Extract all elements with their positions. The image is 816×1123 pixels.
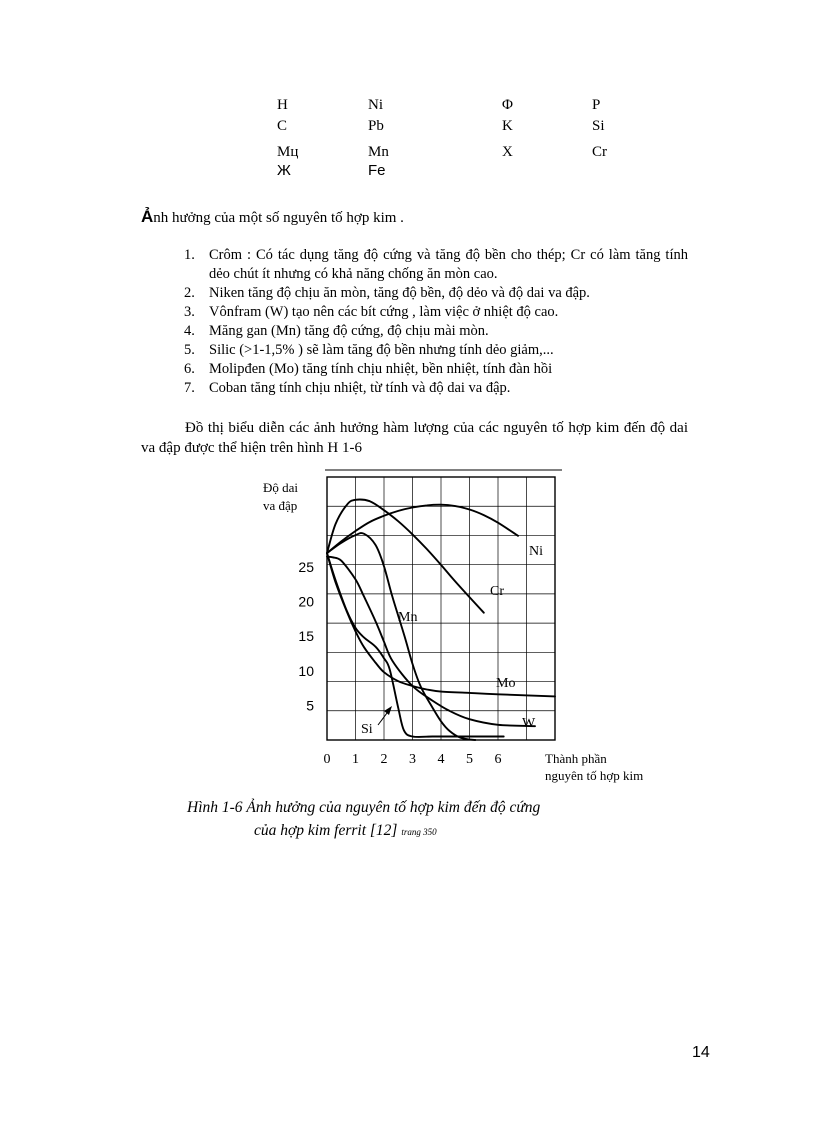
y-tick-labels — [298, 559, 314, 713]
caption-reference: trang 350 — [401, 827, 437, 837]
curve-label-si: Si — [361, 722, 373, 737]
list-item — [184, 379, 688, 398]
x-tick-label: 6 — [494, 752, 502, 767]
symbol-cell: Si — [592, 118, 605, 134]
y-tick-label: 15 — [298, 628, 314, 645]
x-tick-label: 0 — [323, 752, 331, 767]
curve-label-w: W — [522, 716, 536, 731]
impact-toughness-chart — [230, 462, 690, 792]
list-number: 4. — [184, 323, 195, 339]
x-tick-label: 3 — [409, 752, 416, 767]
list-item — [184, 360, 688, 379]
property-list — [184, 246, 688, 398]
y-axis-label-line1: Độ dai — [263, 480, 299, 495]
symbol-cell: Mn — [368, 144, 389, 160]
figure-caption-line1: Hình 1-6 Ảnh hưởng của nguyên tố hợp kim đến độ cứng — [187, 799, 541, 816]
page-number: 14 — [692, 1044, 710, 1061]
symbol-cell: K — [502, 118, 513, 134]
x-axis-label-line1: Thành phần — [545, 751, 607, 766]
heading-text: nh hưởng của một số nguyên tố hợp kim . — [153, 210, 404, 226]
curve-label-ni: Ni — [529, 544, 543, 559]
x-tick-label: 5 — [466, 752, 473, 767]
list-item — [184, 246, 688, 284]
symbol-cell: P — [592, 97, 601, 113]
list-number: 5. — [184, 342, 195, 358]
caption-text: của hợp kim ferrit [12] — [254, 822, 398, 839]
list-number: 3. — [184, 304, 195, 320]
list-text: Coban tăng tính chịu nhiệt, từ tính và độ dai va đập. — [209, 380, 511, 396]
y-tick-label: 5 — [306, 697, 314, 714]
symbol-cell: X — [502, 144, 513, 160]
list-item — [184, 341, 688, 360]
x-tick-label: 1 — [352, 752, 359, 767]
list-item — [184, 284, 688, 303]
x-axis-label-line2: nguyên tố hợp kim — [545, 768, 644, 783]
symbol-cell: Cr — [592, 144, 607, 160]
chart-grid — [327, 477, 555, 740]
symbol-cell: Φ — [502, 97, 513, 113]
y-axis-label-line2: va đập — [263, 498, 298, 513]
list-number: 2. — [184, 285, 195, 301]
series-line-w — [327, 557, 535, 727]
list-number: 6. — [184, 361, 195, 377]
section-heading — [141, 207, 404, 227]
x-tick-labels — [324, 752, 502, 767]
list-text: Vônfram (W) tạo nên các bít cứng , làm việc ở nhiệt độ cao. — [209, 304, 559, 320]
symbol-cell: Ж — [277, 162, 291, 179]
curve-label-cr: Cr — [490, 584, 504, 599]
curve-label-mo: Mo — [496, 676, 516, 691]
symbol-cell: Pb — [368, 118, 384, 134]
x-tick-label: 2 — [380, 752, 388, 767]
list-text: Niken tăng độ chịu ăn mòn, tăng độ bền, độ dẻo và độ dai va đập. — [209, 285, 590, 301]
symbol-cell: Ni — [368, 97, 383, 113]
x-tick-label: 4 — [437, 752, 445, 767]
series-line-cr — [327, 500, 484, 613]
symbol-cell: Mц — [277, 144, 299, 160]
y-tick-label: 10 — [298, 662, 314, 679]
list-item — [184, 322, 688, 341]
list-text: Molipđen (Mo) tăng tính chịu nhiệt, bền nhiệt, tính đàn hồi — [209, 361, 553, 377]
curve-label-mn: Mn — [398, 610, 418, 625]
list-text: Silic (>1-1,5% ) sẽ làm tăng độ bền nhưng tính dẻo giảm,... — [209, 342, 554, 358]
figure-caption-line2 — [254, 820, 437, 843]
list-number: 7. — [184, 380, 195, 396]
list-text: Măng gan (Mn) tăng độ cứng, độ chịu mài mòn. — [209, 323, 489, 339]
intro-paragraph — [141, 418, 688, 458]
list-text: Crôm : Có tác dụng tăng độ cứng và tăng độ bền cho thép; Cr có làm tăng tính dẻo chút ít nhưng có khả năng chống ăn mòn cao. — [209, 247, 688, 282]
heading-initial: Ả — [141, 207, 154, 226]
series-line-si — [327, 553, 504, 737]
symbol-cell: Fe — [368, 162, 386, 179]
series-line-mn — [327, 533, 475, 740]
list-item — [184, 303, 688, 322]
y-tick-label: 20 — [298, 593, 314, 610]
y-tick-label: 25 — [298, 559, 314, 575]
symbol-cell: C — [277, 118, 288, 134]
list-number: 1. — [184, 247, 195, 263]
paragraph-text: Đồ thị biểu diễn các ảnh hưởng hàm lượng của các nguyên tố hợp kim đến độ dai va đập được thể hiện trên hình H 1-6 — [141, 420, 688, 456]
symbol-cell: H — [277, 97, 288, 113]
